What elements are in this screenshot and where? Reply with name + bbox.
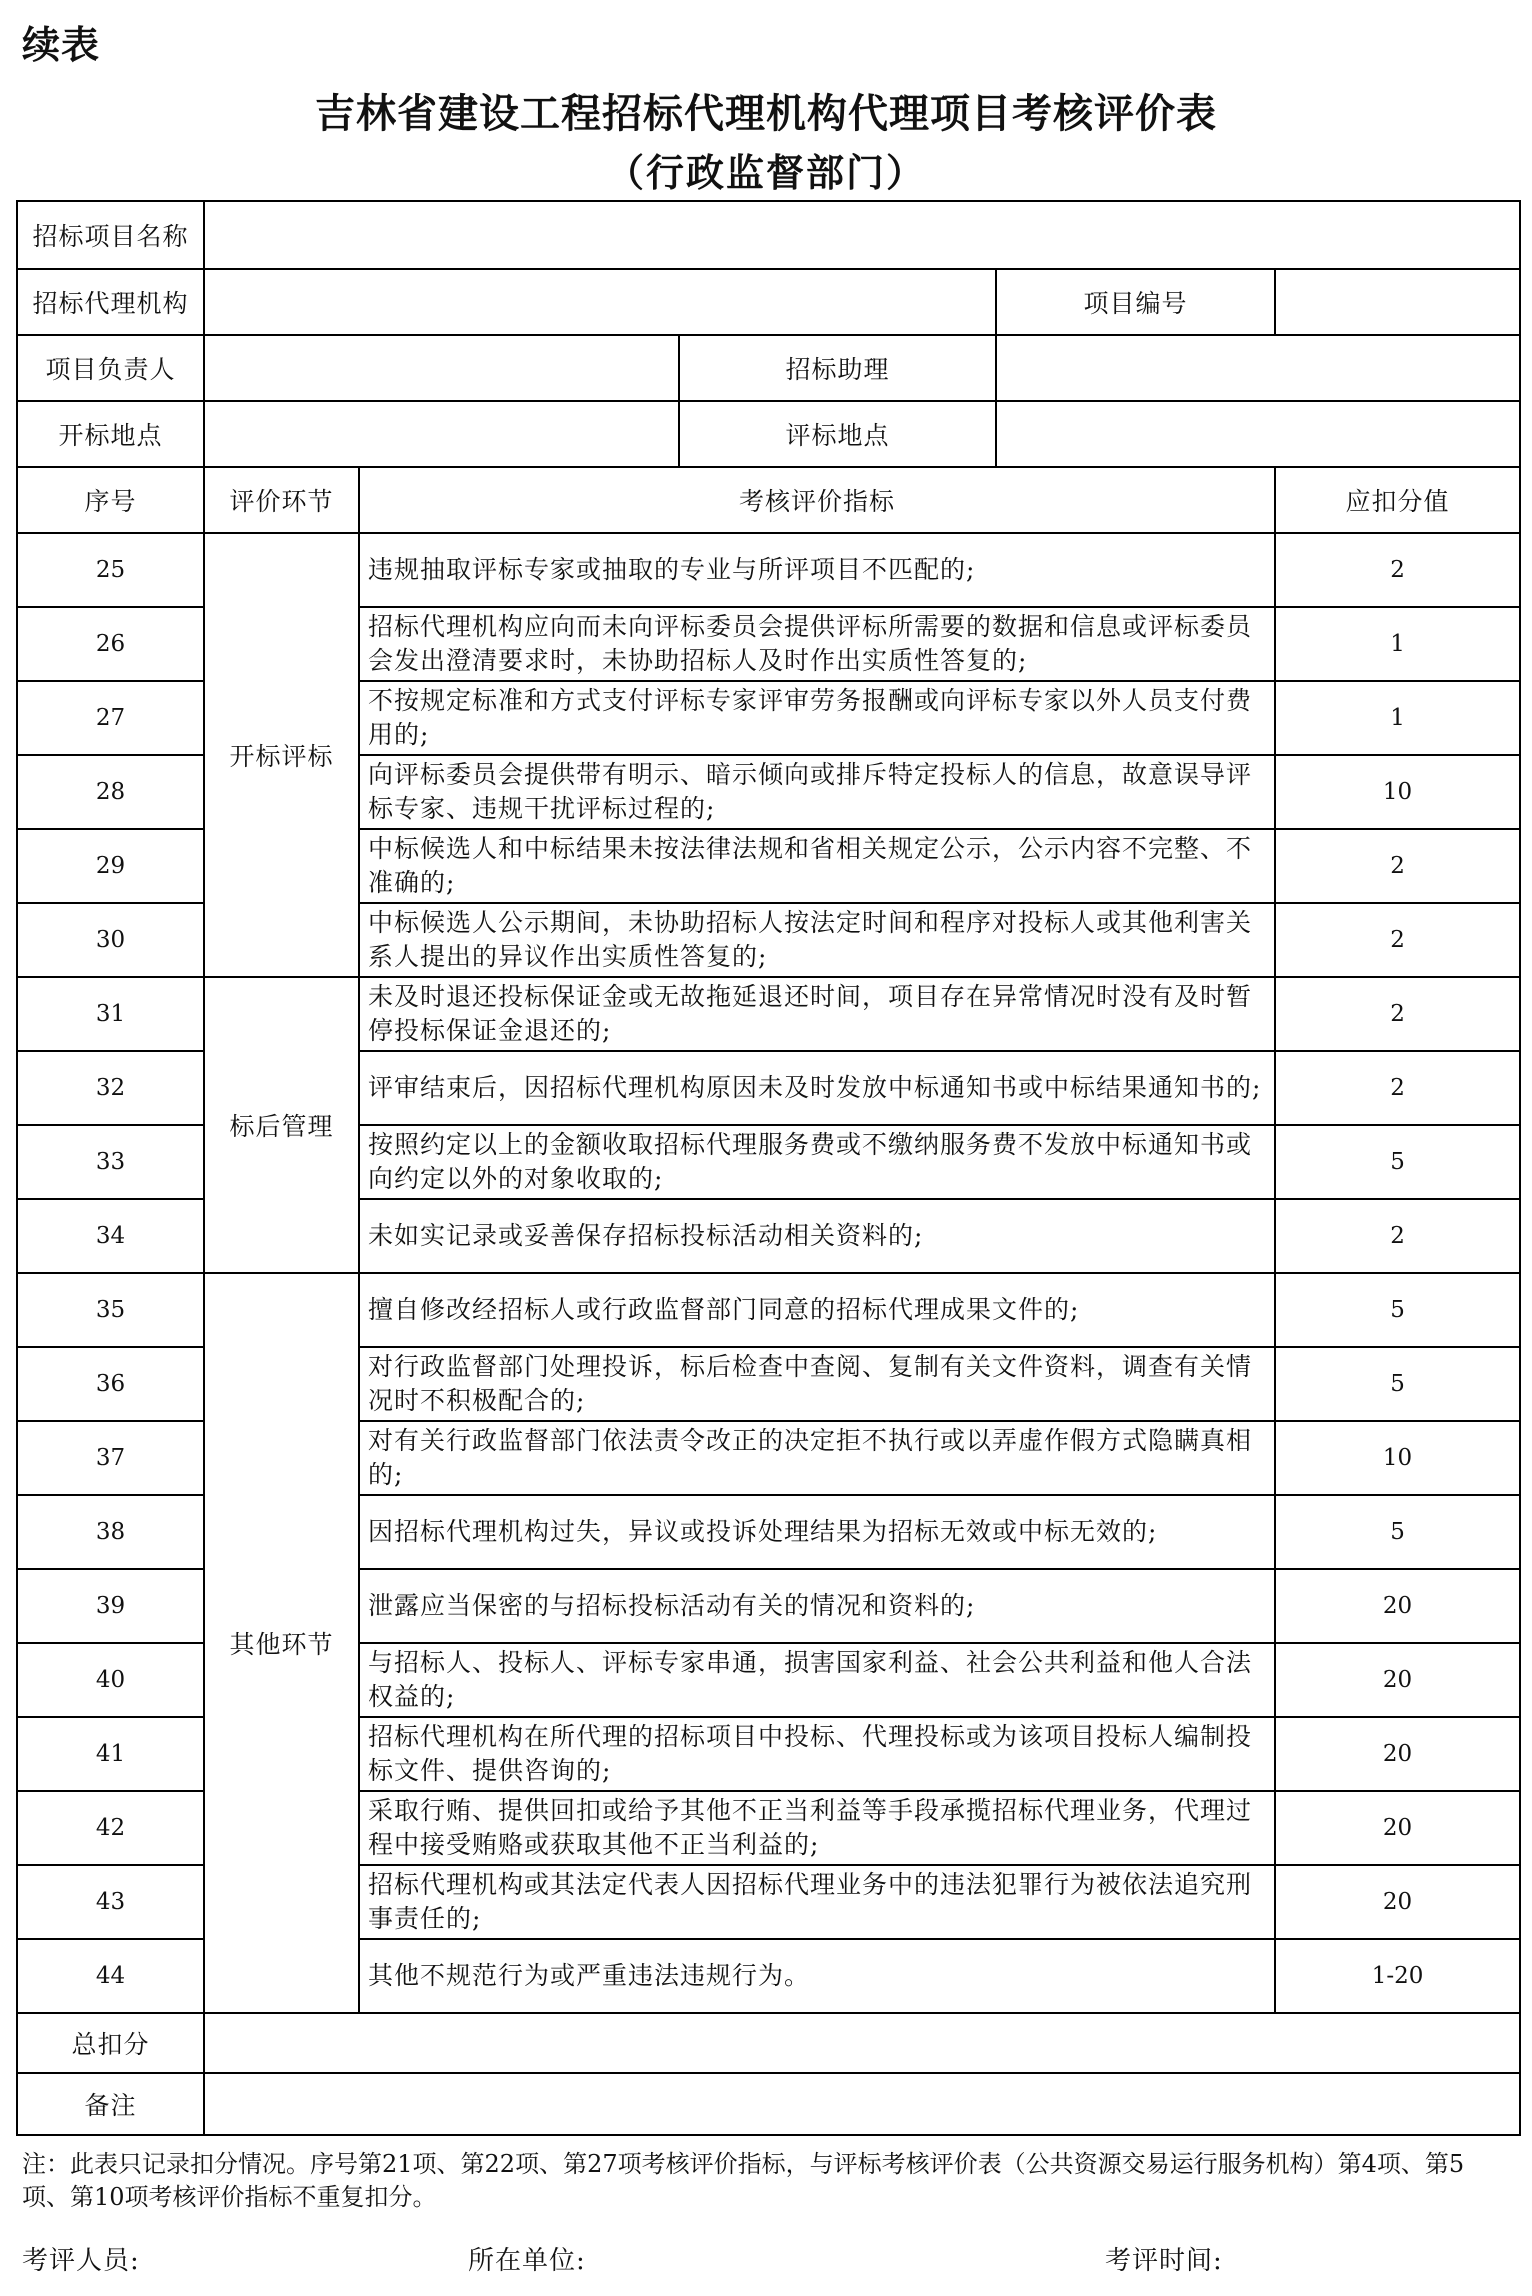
row-seq: 40 (17, 1643, 204, 1717)
row-score: 10 (1275, 755, 1520, 829)
row-indicator: 与招标人、投标人、评标专家串通，损害国家利益、社会公共利益和他人合法权益的; (359, 1643, 1275, 1717)
form-title: 吉林省建设工程招标代理机构代理项目考核评价表 (315, 90, 1217, 137)
opening-place-field[interactable] (204, 401, 679, 467)
row-score: 1 (1275, 681, 1520, 755)
remarks-label: 备注 (17, 2073, 204, 2135)
row-seq: 35 (17, 1273, 204, 1347)
assistant-field[interactable] (996, 335, 1520, 401)
row-seq: 34 (17, 1199, 204, 1273)
remarks-field[interactable] (204, 2073, 1520, 2135)
row-score: 5 (1275, 1125, 1520, 1199)
row-seq: 42 (17, 1791, 204, 1865)
row-score: 2 (1275, 977, 1520, 1051)
row-score: 20 (1275, 1569, 1520, 1643)
stage-label: 其他环节 (204, 1273, 359, 2013)
row-indicator: 对行政监督部门处理投诉，标后检查中查阅、复制有关文件资料，调查有关情况时不积极配合的; (359, 1347, 1275, 1421)
row-indicator: 因招标代理机构过失，异议或投诉处理结果为招标无效或中标无效的; (359, 1495, 1275, 1569)
manager-field[interactable] (204, 335, 679, 401)
assistant-label: 招标助理 (679, 335, 996, 401)
row-score: 2 (1275, 1199, 1520, 1273)
row-seq: 33 (17, 1125, 204, 1199)
stage-label: 开标评标 (204, 533, 359, 977)
evaluator-label: 考评人员: (22, 2246, 140, 2276)
time-label: 考评时间: (1105, 2246, 1223, 2276)
row-seq: 36 (17, 1347, 204, 1421)
form-subtitle: （行政监督部门） (605, 150, 926, 195)
row-indicator: 采取行贿、提供回扣或给予其他不正当利益等手段承揽招标代理业务，代理过程中接受贿赂或获取其他不正当利益的; (359, 1791, 1275, 1865)
row-indicator: 评审结束后，因招标代理机构原因未及时发放中标通知书或中标结果通知书的; (359, 1051, 1275, 1125)
continued-label: 续表 (22, 23, 101, 67)
agency-field[interactable] (204, 269, 996, 335)
opening-place-label: 开标地点 (17, 401, 204, 467)
row-score: 1 (1275, 607, 1520, 681)
row-indicator: 违规抽取评标专家或抽取的专业与所评项目不匹配的; (359, 533, 1275, 607)
row-score: 2 (1275, 829, 1520, 903)
table-row (17, 533, 1520, 607)
row-score: 20 (1275, 1865, 1520, 1939)
row-score: 2 (1275, 1051, 1520, 1125)
row-score: 5 (1275, 1273, 1520, 1347)
row-score: 20 (1275, 1717, 1520, 1791)
manager-label: 项目负责人 (17, 335, 204, 401)
table-row (17, 977, 1520, 1051)
row-indicator: 不按规定标准和方式支付评标专家评审劳务报酬或向评标专家以外人员支付费用的; (359, 681, 1275, 755)
row-seq: 32 (17, 1051, 204, 1125)
row-indicator: 向评标委员会提供带有明示、暗示倾向或排斥特定投标人的信息，故意误导评标专家、违规干扰评标过程的; (359, 755, 1275, 829)
project-no-field[interactable] (1275, 269, 1520, 335)
row-indicator: 其他不规范行为或严重违法违规行为。 (359, 1939, 1275, 2013)
project-name-field[interactable] (204, 201, 1520, 269)
row-indicator: 招标代理机构或其法定代表人因招标代理业务中的违法犯罪行为被依法追究刑事责任的; (359, 1865, 1275, 1939)
row-seq: 43 (17, 1865, 204, 1939)
row-seq: 30 (17, 903, 204, 977)
total-label: 总扣分 (17, 2013, 204, 2073)
row-indicator: 擅自修改经招标人或行政监督部门同意的招标代理成果文件的; (359, 1273, 1275, 1347)
row-score: 5 (1275, 1495, 1520, 1569)
row-indicator: 泄露应当保密的与招标投标活动有关的情况和资料的; (359, 1569, 1275, 1643)
row-indicator: 对有关行政监督部门依法责令改正的决定拒不执行或以弄虚作假方式隐瞒真相的; (359, 1421, 1275, 1495)
evaluation-table (16, 200, 1521, 2136)
project-no-label: 项目编号 (996, 269, 1275, 335)
form-note: 注：此表只记录扣分情况。序号第21项、第22项、第27项考核评价指标，与评标考核评价表（公共资源交易运行服务机构）第4项、第5项、第10项考核评价指标不重复扣分。 (22, 2150, 1465, 2211)
row-score: 5 (1275, 1347, 1520, 1421)
table-row (17, 1273, 1520, 1347)
row-seq: 31 (17, 977, 204, 1051)
agency-label: 招标代理机构 (17, 269, 204, 335)
project-name-label: 招标项目名称 (17, 201, 204, 269)
header-indicator: 考核评价指标 (359, 467, 1275, 533)
row-indicator: 中标候选人公示期间，未协助招标人按法定时间和程序对投标人或其他利害关系人提出的异议作出实质性答复的; (359, 903, 1275, 977)
row-seq: 29 (17, 829, 204, 903)
header-score: 应扣分值 (1275, 467, 1520, 533)
total-field[interactable] (204, 2013, 1520, 2073)
row-indicator: 未及时退还投标保证金或无故拖延退还时间，项目存在异常情况时没有及时暂停投标保证金退还的; (359, 977, 1275, 1051)
eval-place-field[interactable] (996, 401, 1520, 467)
row-score: 2 (1275, 533, 1520, 607)
row-seq: 38 (17, 1495, 204, 1569)
row-seq: 39 (17, 1569, 204, 1643)
header-seq: 序号 (17, 467, 204, 533)
row-score: 10 (1275, 1421, 1520, 1495)
row-score: 1-20 (1275, 1939, 1520, 2013)
unit-label: 所在单位: (468, 2246, 586, 2276)
eval-place-label: 评标地点 (679, 401, 996, 467)
stage-label: 标后管理 (204, 977, 359, 1273)
row-seq: 25 (17, 533, 204, 607)
row-indicator: 按照约定以上的金额收取招标代理服务费或不缴纳服务费不发放中标通知书或向约定以外的对象收取的; (359, 1125, 1275, 1199)
row-seq: 26 (17, 607, 204, 681)
row-seq: 41 (17, 1717, 204, 1791)
row-seq: 37 (17, 1421, 204, 1495)
row-indicator: 未如实记录或妥善保存招标投标活动相关资料的; (359, 1199, 1275, 1273)
row-score: 2 (1275, 903, 1520, 977)
row-indicator: 招标代理机构在所代理的招标项目中投标、代理投标或为该项目投标人编制投标文件、提供咨询的; (359, 1717, 1275, 1791)
row-score: 20 (1275, 1791, 1520, 1865)
row-indicator: 中标候选人和中标结果未按法律法规和省相关规定公示，公示内容不完整、不准确的; (359, 829, 1275, 903)
row-seq: 28 (17, 755, 204, 829)
header-stage: 评价环节 (204, 467, 359, 533)
row-score: 20 (1275, 1643, 1520, 1717)
row-seq: 27 (17, 681, 204, 755)
row-indicator: 招标代理机构应向而未向评标委员会提供评标所需要的数据和信息或评标委员会发出澄清要求时，未协助招标人及时作出实质性答复的; (359, 607, 1275, 681)
row-seq: 44 (17, 1939, 204, 2013)
